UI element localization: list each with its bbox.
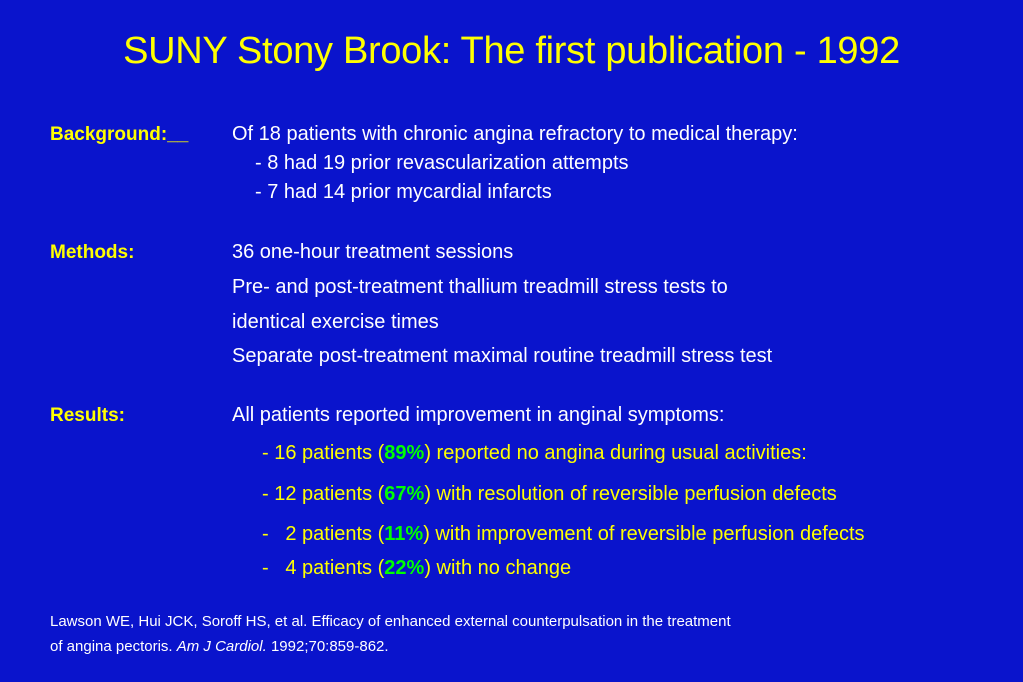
results-item-2-percent: 67% [384, 483, 425, 505]
background-label [50, 124, 188, 146]
methods-label: Methods: [50, 242, 135, 263]
results-item-2-suffix: ) with resolution of reversible perfusion defects [424, 483, 837, 505]
results-item-4 [262, 557, 571, 580]
results-item-3-percent: 11% [384, 523, 424, 545]
methods-line-4: Separate post-treatment maximal routine treadmill stress test [232, 345, 773, 367]
results-item-3 [262, 523, 865, 546]
results-label: Results: [50, 405, 125, 426]
background-underscore: __ [167, 124, 189, 145]
methods-line-1: 36 one-hour treatment sessions [232, 241, 514, 263]
results-intro: All patients reported improvement in anginal symptoms: [232, 404, 725, 426]
citation-authors-tail: of angina pectoris. [50, 638, 177, 655]
citation-line-1: Lawson WE, Hui JCK, Soroff HS, et al. Efficacy of enhanced external counterpulsation in the treatment [50, 613, 731, 630]
results-item-1-suffix: ) reported no angina during usual activities: [424, 442, 807, 464]
results-item-4-percent: 22% [384, 557, 425, 579]
citation-line-2 [50, 638, 389, 655]
citation-journal: Am J Cardiol. [176, 638, 267, 655]
results-item-2-prefix: - 12 patients ( [262, 483, 385, 505]
slide-title: SUNY Stony Brook: The first publication - 1992 [123, 30, 900, 72]
results-item-4-suffix: ) with no change [424, 557, 572, 579]
results-item-3-prefix: - 2 patients ( [262, 523, 385, 545]
methods-line-3: identical exercise times [232, 311, 439, 333]
results-item-4-prefix: - 4 patients ( [262, 557, 385, 579]
results-item-2 [262, 483, 837, 506]
background-line-2: - 8 had 19 prior revascularization attempts [255, 152, 629, 174]
results-item-1 [262, 442, 807, 465]
citation-volume: 1992;70:859-862. [266, 638, 389, 655]
methods-line-2: Pre- and post-treatment thallium treadmill stress tests to [232, 276, 728, 298]
results-item-3-suffix: ) with improvement of reversible perfusion defects [423, 523, 865, 545]
results-item-1-percent: 89% [384, 442, 425, 464]
background-line-1: Of 18 patients with chronic angina refractory to medical therapy: [232, 123, 798, 145]
background-line-3: - 7 had 14 prior mycardial infarcts [255, 181, 552, 203]
results-item-1-prefix: - 16 patients ( [262, 442, 385, 464]
background-label-text: Background: [50, 124, 168, 145]
